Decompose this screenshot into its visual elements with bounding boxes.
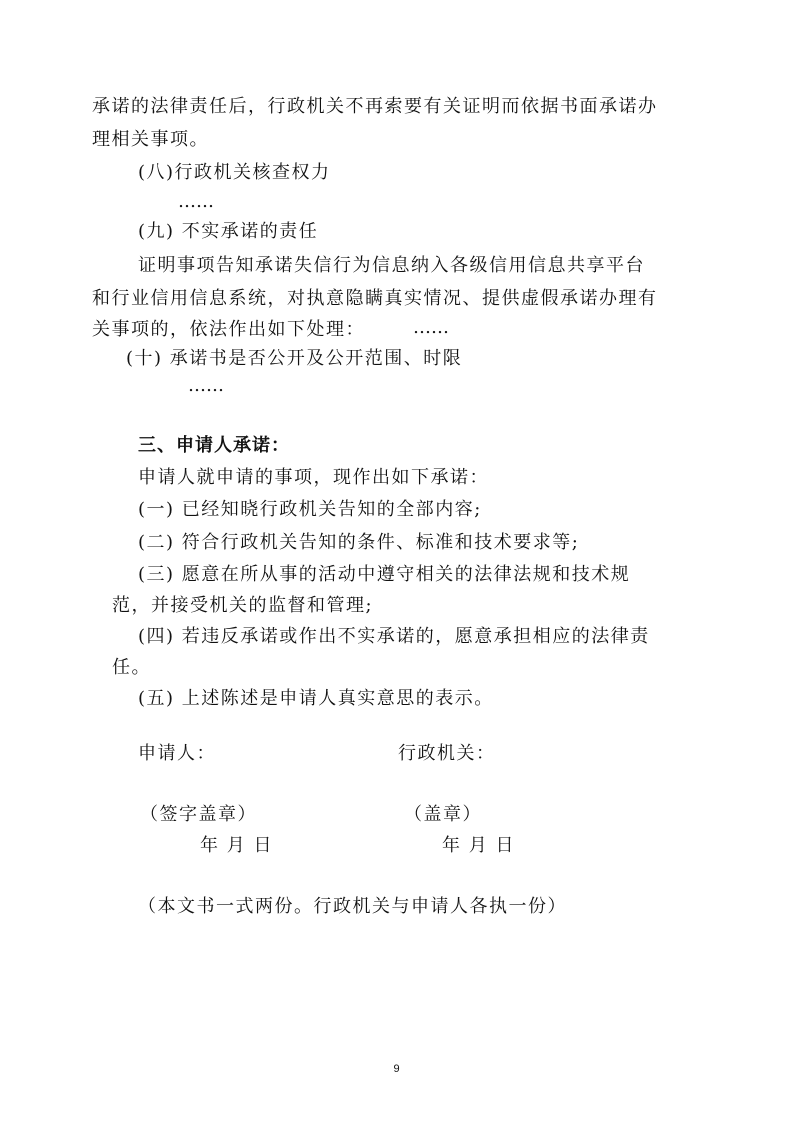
ellipsis: …… bbox=[178, 191, 214, 212]
body-text-line: 关事项的，依法作出如下处理： bbox=[92, 319, 365, 340]
clause-heading-9: (九) 不实承诺的责任 bbox=[138, 221, 319, 242]
ellipsis: …… bbox=[413, 317, 449, 338]
section-intro: 申请人就申请的事项，现作出如下承诺： bbox=[138, 467, 489, 488]
agency-label: 行政机关： bbox=[398, 743, 496, 764]
clause-heading-8: (八)行政机关核查权力 bbox=[138, 162, 331, 183]
body-text-line: 承诺的法律责任后，行政机关不再索要有关证明而依据书面承诺办 bbox=[92, 96, 658, 117]
pledge-item-1: (一) 已经知晓行政机关告知的全部内容; bbox=[138, 499, 482, 520]
ellipsis: …… bbox=[188, 375, 224, 396]
applicant-label: 申请人： bbox=[138, 743, 216, 764]
copies-note: （本文书一式两份。行政机关与申请人各执一份） bbox=[138, 896, 567, 917]
body-text-line: 理相关事项。 bbox=[92, 129, 209, 150]
body-text-line: 和行业信用信息系统，对执意隐瞒真实情况、提供虚假承诺办理有 bbox=[92, 288, 658, 309]
agency-stamp-label: （盖章） bbox=[404, 804, 482, 825]
clause-heading-10: (十) 承诺书是否公开及公开范围、时限 bbox=[126, 348, 463, 369]
pledge-item-4: (四) 若违反承诺或作出不实承诺的，愿意承担相应的法律责 bbox=[138, 626, 650, 647]
section-heading: 三、申请人承诺： bbox=[138, 435, 290, 456]
agency-date: 年 月 日 bbox=[442, 835, 515, 856]
pledge-item-5: (五) 上述陈述是申请人真实意思的表示。 bbox=[138, 688, 494, 709]
pledge-item-4-cont: 任。 bbox=[112, 657, 151, 678]
page-number: 9 bbox=[393, 1063, 400, 1075]
applicant-date: 年 月 日 bbox=[200, 835, 273, 856]
pledge-item-3: (三) 愿意在所从事的活动中遵守相关的法律法规和技术规 bbox=[138, 564, 631, 585]
pledge-item-3-cont: 范，并接受机关的监督和管理; bbox=[112, 595, 374, 616]
pledge-item-2: (二) 符合行政机关告知的条件、标准和技术要求等; bbox=[138, 532, 580, 553]
applicant-stamp-label: （签字盖章） bbox=[140, 804, 257, 825]
body-text-line: 证明事项告知承诺失信行为信息纳入各级信用信息共享平台 bbox=[138, 255, 645, 276]
